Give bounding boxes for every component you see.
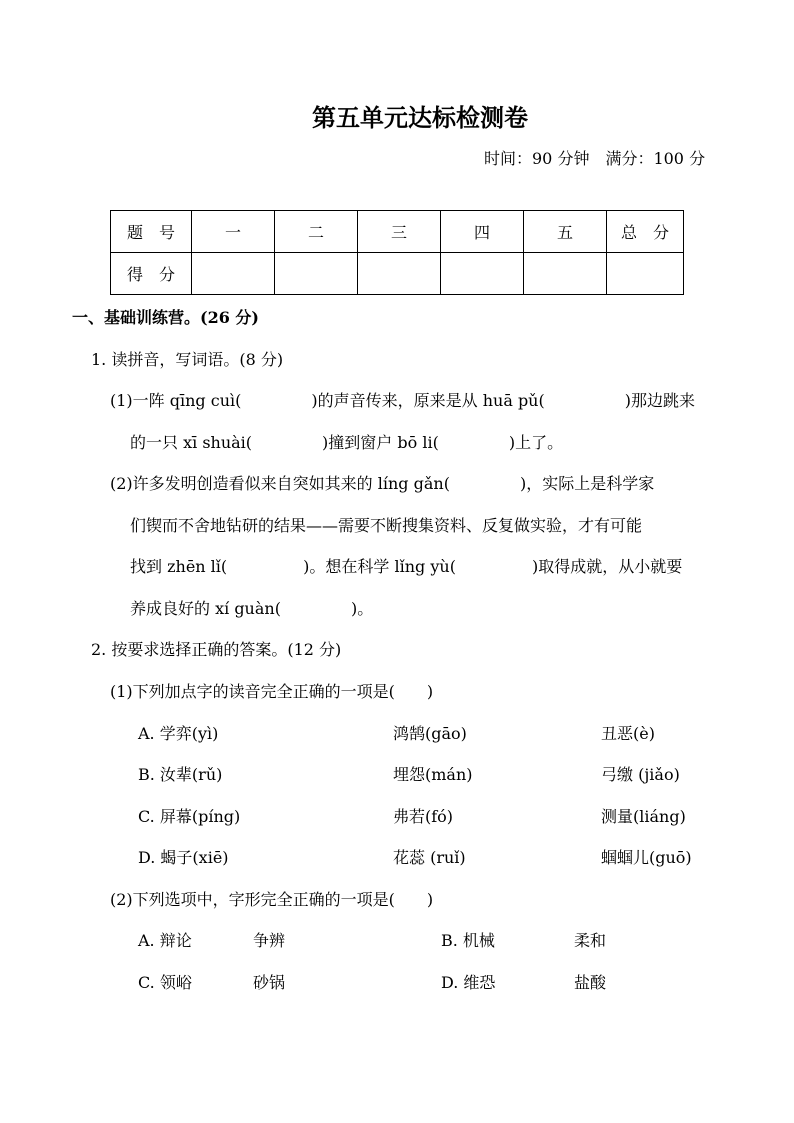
option-item: 鸿鹄(gāo) [393, 724, 467, 743]
score-cell[interactable] [607, 253, 684, 295]
text: )。想在科学 lǐng yù( [303, 557, 456, 576]
question-1-2-line-4 [130, 599, 373, 619]
score-table-col: 总 分 [607, 211, 684, 253]
score-row-label: 得 分 [111, 253, 192, 295]
score-cell[interactable] [192, 253, 275, 295]
option-c[interactable]: C. 屏幕(píng) [138, 807, 241, 826]
option-d[interactable]: D. 维恐 [441, 973, 496, 992]
text: 找到 zhēn lǐ( [130, 557, 228, 576]
question-2-2-prompt: (2)下列选项中，字形完全正确的一项是( ) [110, 890, 434, 909]
option-item: 弓缴 (jiǎo) [601, 765, 680, 784]
question-2-label: 2. 按要求选择正确的答案。(12 分) [91, 640, 342, 659]
score-table-col: 五 [524, 211, 607, 253]
page-title: 第五单元达标检测卷 [312, 103, 528, 132]
option-c[interactable]: C. 领峪 [138, 973, 192, 992]
score-table-col: 一 [192, 211, 275, 253]
text: )。 [350, 599, 374, 618]
question-2-1-prompt: (1)下列加点字的读音完全正确的一项是( ) [110, 682, 434, 701]
exam-meta: 时间：90 分钟 满分：100 分 [484, 149, 706, 168]
question-1-label: 1. 读拼音，写词语。(8 分) [91, 350, 284, 369]
question-1-2-line-3 [130, 557, 682, 577]
text: )撞到窗户 bō li( [322, 433, 439, 452]
option-item: 争辨 [253, 931, 286, 950]
score-cell[interactable] [524, 253, 607, 295]
text: )，实际上是科学家 [519, 474, 655, 493]
option-d[interactable]: D. 蝎子(xiē) [138, 848, 229, 867]
score-table-col: 二 [275, 211, 358, 253]
text: )那边跳来 [624, 391, 695, 410]
option-b[interactable]: B. 机械 [441, 931, 495, 950]
section-heading: 一、基础训练营。(26 分) [72, 308, 259, 327]
text: )上了。 [508, 433, 564, 452]
text: )的声音传来，原来是从 huā pǔ( [311, 391, 545, 410]
question-1-1-line-2 [130, 433, 563, 453]
option-item: 测量(liáng) [601, 807, 686, 826]
option-a[interactable]: A. 学弈(yì) [138, 724, 219, 743]
text: 养成良好的 xí guàn( [130, 599, 281, 618]
option-b[interactable]: B. 汝辈(rǔ) [138, 765, 223, 784]
question-1-2-line-1 [110, 474, 654, 494]
question-1-1-line-1 [110, 391, 695, 411]
option-item: 砂锅 [253, 973, 286, 992]
text: )取得成就，从小就要 [531, 557, 683, 576]
text: 的一只 xī shuài( [130, 433, 253, 452]
question-1-2-line-2: 们锲而不舍地钻研的结果——需要不断搜集资料、反复做实验，才有可能 [130, 516, 643, 535]
option-item: 弗若(fó) [393, 807, 454, 826]
option-item: 蝈蝈儿(guō) [601, 848, 692, 867]
option-a[interactable]: A. 辩论 [138, 931, 192, 950]
score-cell[interactable] [358, 253, 441, 295]
option-item: 盐酸 [574, 973, 607, 992]
score-table [110, 210, 684, 295]
score-cell[interactable] [441, 253, 524, 295]
text: (2)许多发明创造看似来自突如其来的 líng gǎn( [110, 474, 450, 493]
text: (1)一阵 qīng cuì( [110, 391, 242, 410]
score-cell[interactable] [275, 253, 358, 295]
score-table-col: 三 [358, 211, 441, 253]
option-item: 埋怨(mán) [393, 765, 473, 784]
option-item: 柔和 [574, 931, 607, 950]
option-item: 花蕊 (ruǐ) [393, 848, 466, 867]
score-table-col: 四 [441, 211, 524, 253]
option-item: 丑恶(è) [601, 724, 655, 743]
score-table-header: 题 号 [111, 211, 192, 253]
